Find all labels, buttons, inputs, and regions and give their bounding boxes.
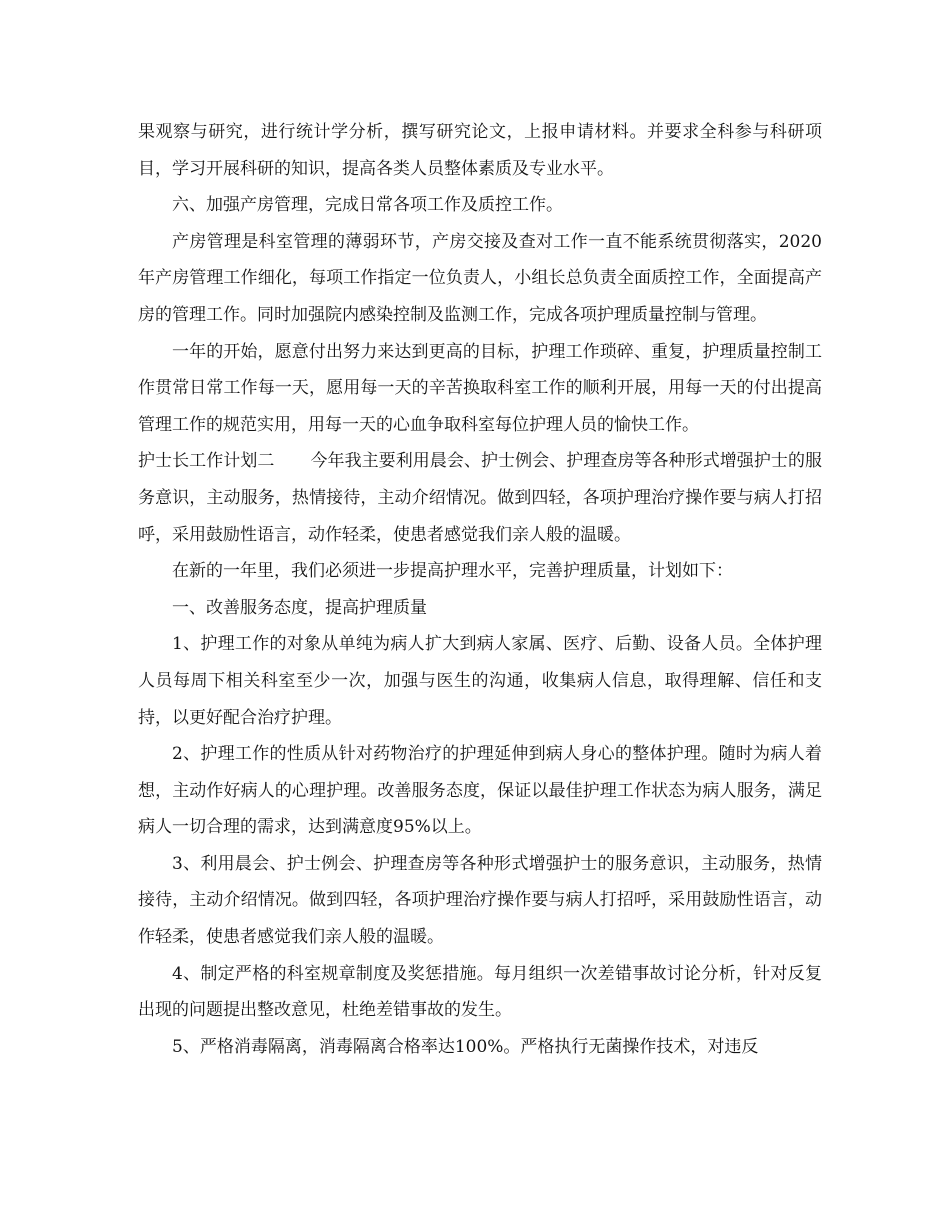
list-item-3: 3、利用晨会、护士例会、护理查房等各种形式增强护士的服务意识，主动服务，热情接待，主动介绍情况。做到四轻，各项护理治疗操作要与病人打招呼，采用鼓励性语言，动作轻柔，使患者感觉我们亲人般的温暖。 — [138, 853, 822, 948]
paragraph-plan-two-intro — [138, 443, 822, 553]
section-heading-service-attitude: 一、改善服务态度，提高护理质量 — [172, 597, 427, 618]
list-item-2: 2、护理工作的性质从针对药物治疗的护理延伸到病人身心的整体护理。随时为病人着想，主动作好病人的心理护理。改善服务态度，保证以最佳护理工作状态为病人服务，满足病人一切合理的需求，达到满意度95%以上。 — [138, 744, 822, 838]
list-item-1: 1、护理工作的对象从单纯为病人扩大到病人家属、医疗、后勤、设备人员。全体护理人员每周下相关科室至少一次，加强与医生的沟通，收集病人信息，取得理解、信任和支持，以更好配合治疗护理。 — [138, 634, 822, 728]
list-item-4: 4、制定严格的科室规章制度及奖惩措施。每月组织一次差错事故讨论分析，针对反复出现的问题提出整改意见，杜绝差错事故的发生。 — [138, 963, 822, 1021]
paragraph-year-goals: 一年的开始，愿意付出努力来达到更高的目标，护理工作琐碎、重复，护理质量控制工作贯常日常工作每一天，愿用每一天的辛苦换取科室工作的顺利开展，用每一天的付出提高管理工作的规范实用，用每一天的心血争取科室每位护理人员的愉快工作。 — [138, 341, 822, 435]
plan-two-text: 今年我主要利用晨会、护士例会、护理查房等各种形式增强护士的服务意识，主动服务，热情接待，主动介绍情况。做到四轻，各项护理治疗操作要与病人打招呼，采用鼓励性语言，动作轻柔，使患者感觉我们亲人般的温暖。 — [138, 451, 822, 545]
list-item-5: 5、严格消毒隔离，消毒隔离合格率达100%。严格执行无菌操作技术，对违反 — [172, 1036, 759, 1057]
paragraph-new-year-plan: 在新的一年里，我们必须进一步提高护理水平，完善护理质量，计划如下： — [172, 561, 733, 582]
paragraph-research-continued: 果观察与研究，进行统计学分析，撰写研究论文，上报申请材料。并要求全科参与科研项目，学习开展科研的知识，提高各类人员整体素质及专业水平。 — [138, 122, 822, 179]
document-body — [138, 114, 822, 1065]
plan-two-heading: 护士长工作计划二 — [138, 451, 275, 472]
paragraph-delivery-room-management: 产房管理是科室管理的薄弱环节，产房交接及查对工作一直不能系统贯彻落实，2020年产房管理工作细化，每项工作指定一位负责人，小组长总负责全面质控工作，全面提高产房的管理工作。同时加强院内感染控制及监测工作，完成各项护理质量控制与管理。 — [138, 231, 822, 325]
section-heading-delivery-room: 六、加强产房管理，完成日常各项工作及质控工作。 — [172, 195, 563, 216]
